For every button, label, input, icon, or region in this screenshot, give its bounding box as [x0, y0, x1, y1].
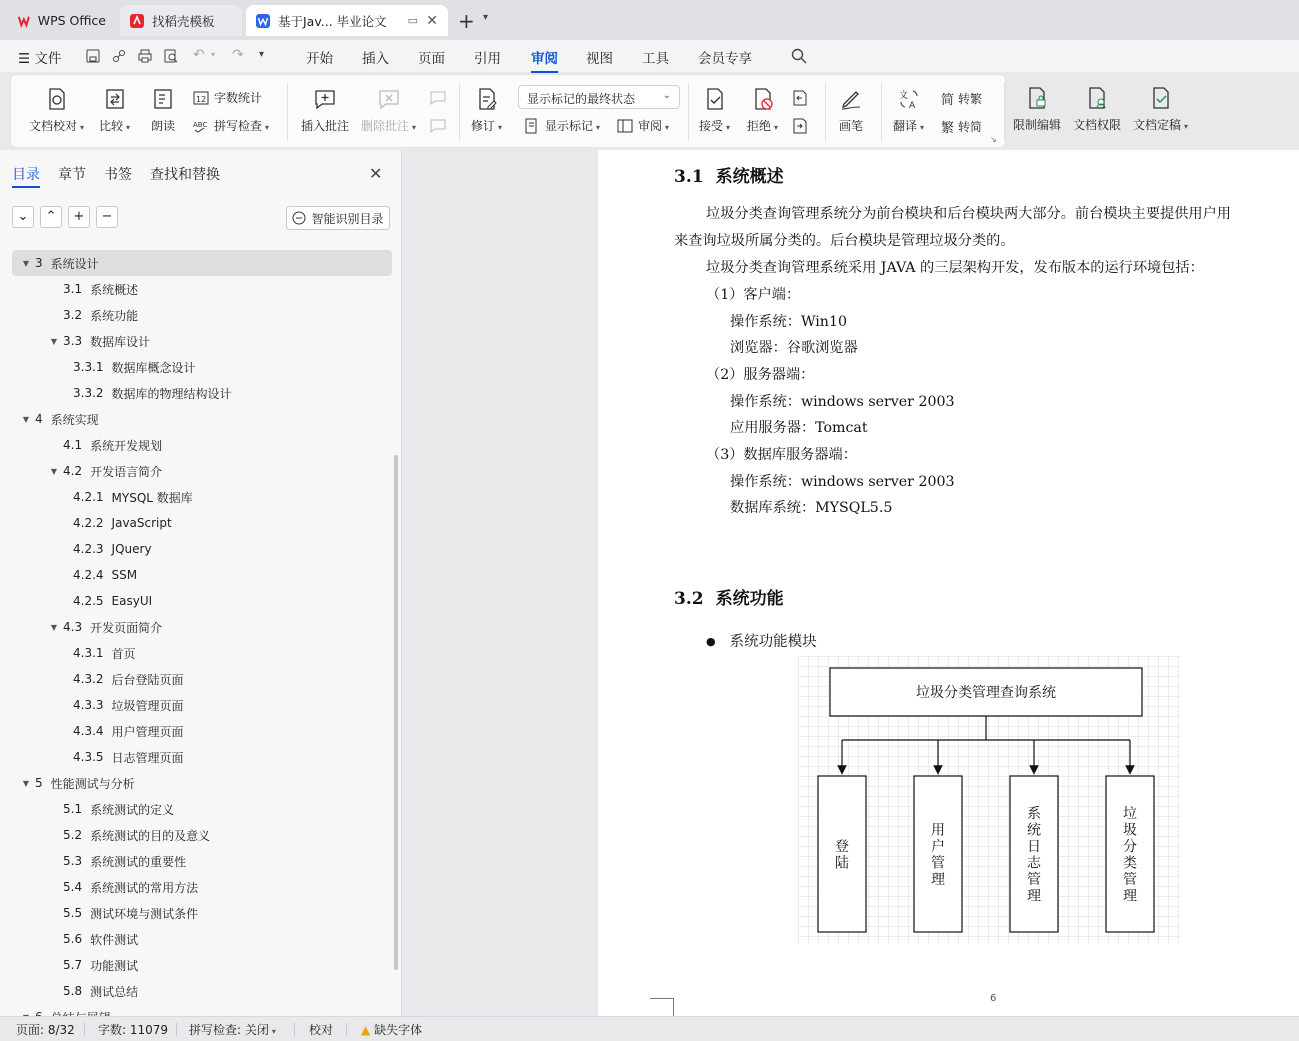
- toc-item[interactable]: [12, 770, 392, 796]
- diagram-root-label: 垃圾分类管理查询系统: [916, 685, 1056, 701]
- accept-button[interactable]: 接受 ▾: [699, 87, 730, 134]
- document-permission-label: 文档权限: [1073, 118, 1122, 132]
- toc-title: 数据库概念设计: [111, 360, 196, 375]
- toc-title: 首页: [111, 646, 136, 661]
- toc-item[interactable]: [12, 510, 392, 536]
- show-markup-icon: [524, 118, 540, 134]
- reject-button[interactable]: 拒绝 ▾: [747, 87, 778, 134]
- toc-item[interactable]: [12, 328, 392, 354]
- read-aloud-icon: [151, 87, 175, 111]
- chevron-down-icon[interactable]: ▾: [211, 50, 216, 59]
- reviewing-pane-icon: [617, 118, 633, 134]
- paragraph-line[interactable]: 操作系统：Win10: [730, 314, 847, 330]
- proof-status[interactable]: 校对: [309, 1023, 334, 1037]
- proofread-icon: [45, 87, 69, 111]
- toc-title: JQuery: [111, 542, 152, 556]
- toc-item[interactable]: [12, 978, 392, 1004]
- toc-number: 4.2.5: [73, 594, 104, 608]
- restrict-editing-label: 限制编辑: [1013, 118, 1062, 132]
- tab-template[interactable]: [120, 5, 242, 36]
- paragraph-line[interactable]: 垃圾分类查询管理系统分为前台模块和后台模块两大部分。前台模块主要提供用户用: [706, 206, 1231, 222]
- toc-title: 系统概述: [90, 282, 139, 297]
- toc-number: 5.8: [63, 984, 83, 998]
- show-markup-button[interactable]: 显示标记 ▾: [524, 117, 600, 134]
- to-traditional-label: 转繁: [958, 92, 983, 106]
- simplified-char-icon: 简: [941, 93, 955, 108]
- document-canvas: [403, 150, 1299, 1016]
- translate-label: 翻译: [893, 119, 918, 133]
- reviewing-pane-button[interactable]: 审阅 ▾: [617, 117, 669, 134]
- chevron-down-icon: ⌄: [17, 209, 29, 224]
- navigation-panel: [0, 150, 402, 1016]
- diagram-child-label: 用户管理: [931, 822, 945, 888]
- close-panel-icon[interactable]: ✕: [369, 164, 383, 183]
- chevron-down-icon: ⌄: [662, 90, 671, 101]
- toc-title: 性能测试与分析: [50, 776, 135, 791]
- toc-item[interactable]: [12, 276, 392, 302]
- toc-item[interactable]: [12, 354, 392, 380]
- close-tab-icon[interactable]: ✕: [426, 12, 438, 29]
- toc-item[interactable]: [12, 380, 392, 406]
- document-page: [598, 150, 1299, 1016]
- show-markup-label: 显示标记: [545, 119, 594, 133]
- toc-number: 4: [35, 412, 43, 426]
- chevron-down-icon[interactable]: ▾: [483, 12, 489, 23]
- heading-text: 系统功能: [715, 589, 784, 609]
- heading-text: 系统概述: [715, 167, 784, 187]
- heading-number: 3.2: [674, 589, 704, 609]
- toc-number: 5.3: [63, 854, 83, 868]
- toc-title: 系统测试的定义: [90, 802, 175, 817]
- writer-logo-icon: [256, 14, 270, 28]
- toc-title: EasyUI: [111, 594, 153, 608]
- toc-title: SSM: [111, 568, 138, 582]
- toc-number: 3.3: [63, 334, 83, 348]
- share-icon[interactable]: [112, 49, 126, 63]
- heading-3-2[interactable]: [674, 584, 784, 609]
- to-traditional-button[interactable]: [941, 89, 982, 108]
- smart-recognize-icon: [292, 211, 306, 225]
- divider: [294, 1023, 295, 1036]
- toc-item[interactable]: [12, 718, 392, 744]
- toc-title: 日志管理页面: [111, 750, 184, 765]
- paragraph-line[interactable]: （1）客户端：: [706, 287, 801, 303]
- translate-icon: [897, 87, 921, 111]
- paragraph-line[interactable]: 操作系统：windows server 2003: [730, 394, 955, 410]
- previous-change-icon[interactable]: [791, 89, 809, 107]
- toc-number: 3: [35, 256, 43, 270]
- restrict-editing-icon: [1025, 86, 1049, 110]
- toc-number: 5.2: [63, 828, 83, 842]
- toc-title: 数据库的物理结构设计: [111, 386, 232, 401]
- toc-number: 4.2.1: [73, 490, 104, 504]
- toc-number: 4.3.4: [73, 724, 104, 738]
- spell-check-button[interactable]: ABC 拼写检查 ▾: [193, 119, 270, 133]
- toc-title: 软件测试: [90, 932, 139, 947]
- tab-sections[interactable]: 章节: [58, 167, 86, 183]
- toc-item[interactable]: [12, 406, 392, 432]
- restrict-editing-button[interactable]: [1013, 86, 1061, 133]
- compare-button[interactable]: 比较 ▾: [99, 87, 130, 134]
- read-aloud-label: 朗读: [151, 119, 176, 133]
- page-number: 6: [990, 993, 997, 1004]
- toc-number: 3.1: [63, 282, 83, 296]
- menu-start[interactable]: 开始: [306, 51, 333, 67]
- word-count-button[interactable]: [193, 89, 262, 106]
- word-count-indicator[interactable]: 字数: 11079: [98, 1023, 169, 1037]
- word-count-icon: [193, 90, 209, 106]
- translate-button[interactable]: 文 A 翻译 ▾: [893, 87, 924, 134]
- menu-review[interactable]: 审阅: [531, 47, 558, 67]
- word-count-label: 字数统计: [214, 91, 263, 105]
- new-tab-icon[interactable]: +: [458, 9, 475, 33]
- toc-title: 开发页面简介: [90, 620, 163, 635]
- collapse-all-button[interactable]: [12, 206, 34, 228]
- more-icon[interactable]: ▾: [259, 49, 265, 60]
- toc-title: 后台登陆页面: [111, 672, 184, 687]
- expand-group-icon[interactable]: ↘: [990, 135, 997, 144]
- toc-item[interactable]: [12, 952, 392, 978]
- toc-number: 3.3.2: [73, 386, 104, 400]
- toc-title: 系统实现: [50, 412, 99, 427]
- spell-check-label: 拼写检查: [214, 119, 263, 133]
- smart-toc-label: 智能识别目录: [311, 211, 384, 226]
- paragraph-line[interactable]: 操作系统：windows server 2003: [730, 474, 955, 490]
- file-menu-label: 文件: [34, 51, 62, 67]
- toc-title: 系统测试的常用方法: [90, 880, 199, 895]
- menu-bar: [0, 40, 1299, 72]
- tab-label: 找稻壳模板: [152, 13, 215, 29]
- panel-scrollbar[interactable]: [394, 455, 398, 970]
- reviewing-label: 审阅: [638, 119, 663, 133]
- toc-number: 5: [35, 776, 43, 790]
- markup-state-select[interactable]: [518, 85, 680, 109]
- menu-insert[interactable]: 插入: [362, 51, 389, 67]
- toc-title: 系统开发规划: [90, 438, 163, 453]
- compare-icon: [103, 87, 127, 111]
- toc-title: 垃圾管理页面: [111, 698, 184, 713]
- panel-tabs: [12, 164, 220, 184]
- hamburger-icon: ☰: [18, 51, 35, 67]
- toc-item[interactable]: [12, 640, 392, 666]
- toc-item[interactable]: [12, 692, 392, 718]
- plus-icon: +: [73, 209, 85, 224]
- smart-toc-button[interactable]: [286, 206, 390, 230]
- toc-number: 4.2.3: [73, 542, 104, 556]
- warning-icon: ▲: [361, 1023, 371, 1037]
- menu-tools[interactable]: 工具: [642, 51, 669, 67]
- insert-comment-button[interactable]: [301, 87, 349, 134]
- accept-label: 接受: [699, 119, 724, 133]
- page-corner-mark: [650, 998, 674, 1016]
- divider: [1004, 82, 1005, 140]
- paragraph-line[interactable]: 垃圾分类查询管理系统采用 JAVA 的三层架构开发，发布版本的运行环境包括：: [706, 260, 1204, 276]
- missing-font-status[interactable]: [361, 1021, 422, 1038]
- toc-item[interactable]: [12, 484, 392, 510]
- divider: [84, 1023, 85, 1036]
- menu-reference[interactable]: 引用: [474, 51, 501, 67]
- tab-bookmarks[interactable]: 书签: [104, 167, 132, 183]
- toc-number: 4.3: [63, 620, 83, 634]
- toc-item[interactable]: [12, 666, 392, 692]
- review-ribbon: [10, 74, 1006, 148]
- active-tab-indicator: [12, 186, 40, 188]
- to-simplified-button[interactable]: [941, 117, 982, 136]
- toc-title: MYSQL 数据库: [111, 490, 193, 505]
- toc-number: 5.6: [63, 932, 83, 946]
- svg-text:ABC: ABC: [193, 120, 208, 129]
- track-changes-label: 修订: [471, 119, 496, 133]
- toc-item[interactable]: [12, 822, 392, 848]
- diagram-child-label: 系统日志管理: [1027, 805, 1041, 905]
- status-bar: [0, 1016, 1299, 1041]
- print-icon[interactable]: [138, 49, 152, 63]
- tab-label: WPS Office: [37, 13, 106, 28]
- expand-toggle-icon[interactable]: ▼: [22, 778, 30, 788]
- toc-title: JavaScript: [111, 516, 172, 530]
- delete-comment-label: 删除批注: [361, 119, 410, 133]
- menu-member[interactable]: 会员专享: [698, 51, 752, 67]
- toc-item[interactable]: [12, 874, 392, 900]
- file-menu[interactable]: [18, 47, 61, 67]
- add-heading-button[interactable]: [68, 206, 90, 228]
- spell-check-status-label: 拼写检查: 关闭: [189, 1023, 269, 1037]
- delete-comment-button[interactable]: 删除批注 ▾: [361, 87, 416, 134]
- expand-toggle-icon[interactable]: ▼: [50, 466, 58, 476]
- menu-view[interactable]: 视图: [586, 51, 613, 67]
- delete-comment-icon: [377, 87, 401, 111]
- track-changes-button[interactable]: 修订 ▾: [471, 87, 502, 134]
- diagram-svg: [798, 656, 1180, 944]
- proofread-button[interactable]: 文档校对 ▾: [29, 87, 84, 134]
- expand-toggle-icon[interactable]: ▼: [22, 258, 30, 268]
- toc-title: 系统功能: [90, 308, 139, 323]
- menu-page[interactable]: 页面: [418, 51, 445, 67]
- toc-item[interactable]: [12, 302, 392, 328]
- toc-number: 4.2.2: [73, 516, 104, 530]
- next-comment-icon[interactable]: [429, 117, 447, 135]
- toc-title: 功能测试: [90, 958, 139, 973]
- toc-number: 5.1: [63, 802, 83, 816]
- popout-icon[interactable]: ▭: [407, 14, 418, 27]
- divider: [825, 83, 826, 141]
- tab-document[interactable]: [246, 5, 448, 36]
- toc-number: 5.5: [63, 906, 83, 920]
- tab-toc[interactable]: 目录: [12, 167, 40, 183]
- paragraph-line[interactable]: 数据库系统：MYSQL5.5: [730, 500, 893, 516]
- document-permission-icon: [1085, 86, 1109, 110]
- toc-number: 4.2.4: [73, 568, 104, 582]
- diagram-children: [818, 740, 1154, 932]
- tab-wps-office[interactable]: [8, 5, 116, 36]
- toc-number: 4.3.2: [73, 672, 104, 686]
- paragraph-line[interactable]: （3）数据库服务器端：: [706, 447, 857, 463]
- toc-item[interactable]: [12, 848, 392, 874]
- toc-item[interactable]: [12, 614, 392, 640]
- svg-text:A: A: [908, 101, 915, 111]
- divider: [346, 1023, 347, 1036]
- undo-icon[interactable]: ↶: [193, 47, 205, 63]
- toc-number: 5.7: [63, 958, 83, 972]
- toc-title: 测试总结: [90, 984, 139, 999]
- read-aloud-button[interactable]: [151, 87, 175, 134]
- pen-icon: [839, 87, 863, 111]
- search-icon[interactable]: [791, 48, 807, 64]
- svg-text:文: 文: [898, 91, 908, 101]
- finalize-document-button[interactable]: 文档定稿 ▾: [1133, 86, 1188, 133]
- toc-title: 数据库设计: [90, 334, 151, 349]
- divider: [287, 83, 288, 141]
- paragraph-line[interactable]: 应用服务器：Tomcat: [730, 420, 868, 436]
- toc-item[interactable]: [12, 796, 392, 822]
- toc-item[interactable]: [12, 536, 392, 562]
- document-permission-button[interactable]: [1073, 86, 1121, 133]
- finalize-document-label: 文档定稿: [1133, 118, 1182, 132]
- ink-label: 画笔: [839, 119, 864, 133]
- wps-logo-icon: [18, 14, 30, 28]
- compare-label: 比较: [99, 119, 124, 133]
- toc-number: 3.2: [63, 308, 83, 322]
- markup-state-value: 显示标记的最终状态: [527, 92, 636, 106]
- traditional-char-icon: 繁: [941, 121, 955, 136]
- track-changes-icon: [475, 87, 499, 111]
- heading-3-1[interactable]: [674, 162, 784, 187]
- reject-label: 拒绝: [747, 119, 772, 133]
- toc-item[interactable]: [12, 458, 392, 484]
- toc-item[interactable]: [12, 900, 392, 926]
- toc-item[interactable]: [12, 562, 392, 588]
- spell-check-status[interactable]: 拼写检查: 关闭 ▾: [189, 1023, 276, 1037]
- reject-icon: [751, 87, 775, 111]
- print-preview-icon[interactable]: [164, 49, 178, 63]
- toc-number: 4.3.1: [73, 646, 104, 660]
- tab-bar: [0, 0, 1299, 40]
- next-change-icon[interactable]: [791, 117, 809, 135]
- tab-label: 基于Jav... 毕业论文: [278, 13, 387, 29]
- insert-comment-label: 插入批注: [301, 119, 350, 133]
- paragraph-line[interactable]: 来查询垃圾所属分类的。后台模块是管理垃圾分类的。: [674, 233, 1015, 249]
- toc-item[interactable]: [12, 250, 392, 276]
- toc-number: 4.2: [63, 464, 83, 478]
- chevron-up-icon: ⌃: [45, 209, 57, 224]
- expand-toggle-icon[interactable]: ▼: [22, 414, 30, 424]
- previous-comment-icon[interactable]: [429, 89, 447, 107]
- spell-check-icon: [193, 118, 209, 134]
- toc-title: 系统设计: [50, 256, 99, 271]
- accept-icon: [703, 87, 727, 111]
- toc-item[interactable]: [12, 744, 392, 770]
- paragraph-line[interactable]: 浏览器：谷歌浏览器: [730, 340, 858, 356]
- toc-title: 用户管理页面: [111, 724, 184, 739]
- toc-title: 开发语言简介: [90, 464, 163, 479]
- paragraph-line[interactable]: （2）服务器端：: [706, 367, 815, 383]
- missing-font-label: 缺失字体: [374, 1023, 423, 1037]
- toc-title: 系统测试的目的及意义: [90, 828, 211, 843]
- divider: [176, 1023, 177, 1036]
- toc-number: 3.3.1: [73, 360, 104, 374]
- finalize-document-icon: [1149, 86, 1173, 110]
- diagram-child-label: 垃圾分类管理: [1123, 805, 1137, 905]
- toc-number: 5.4: [63, 880, 83, 894]
- daoke-logo-icon: [130, 14, 144, 28]
- page-indicator[interactable]: 页面: 8/32: [16, 1023, 75, 1037]
- to-simplified-label: 转简: [958, 120, 983, 134]
- minus-icon: −: [101, 209, 113, 224]
- toc-number: 4.3.5: [73, 750, 104, 764]
- toc-number: 4.1: [63, 438, 83, 452]
- bullet-item[interactable]: ● 系统功能模块: [706, 630, 817, 651]
- insert-comment-icon: [313, 87, 337, 111]
- toc-item[interactable]: [12, 432, 392, 458]
- diagram-child-label: 登陆: [835, 838, 849, 872]
- toc-number: 4.3.3: [73, 698, 104, 712]
- divider: [881, 83, 882, 141]
- proofread-label: 文档校对: [29, 119, 78, 133]
- function-module-diagram[interactable]: [798, 656, 1180, 944]
- redo-icon[interactable]: ↷: [232, 47, 244, 63]
- svg-text:12: 12: [196, 94, 207, 104]
- save-icon[interactable]: [86, 49, 100, 63]
- divider: [688, 83, 689, 141]
- heading-number: 3.1: [674, 167, 704, 187]
- remove-heading-button[interactable]: [96, 206, 118, 228]
- toc-item[interactable]: [12, 926, 392, 952]
- toc-title: 系统测试的重要性: [90, 854, 187, 869]
- toc-title: 测试环境与测试条件: [90, 906, 199, 921]
- expand-toggle-icon[interactable]: ▼: [50, 336, 58, 346]
- toc-item[interactable]: [12, 588, 392, 614]
- tab-find-replace[interactable]: 查找和替换: [150, 167, 220, 183]
- expand-up-button[interactable]: [40, 206, 62, 228]
- expand-toggle-icon[interactable]: ▼: [50, 622, 58, 632]
- ink-button[interactable]: [839, 87, 863, 134]
- divider: [459, 83, 460, 141]
- table-of-contents: [12, 250, 392, 1030]
